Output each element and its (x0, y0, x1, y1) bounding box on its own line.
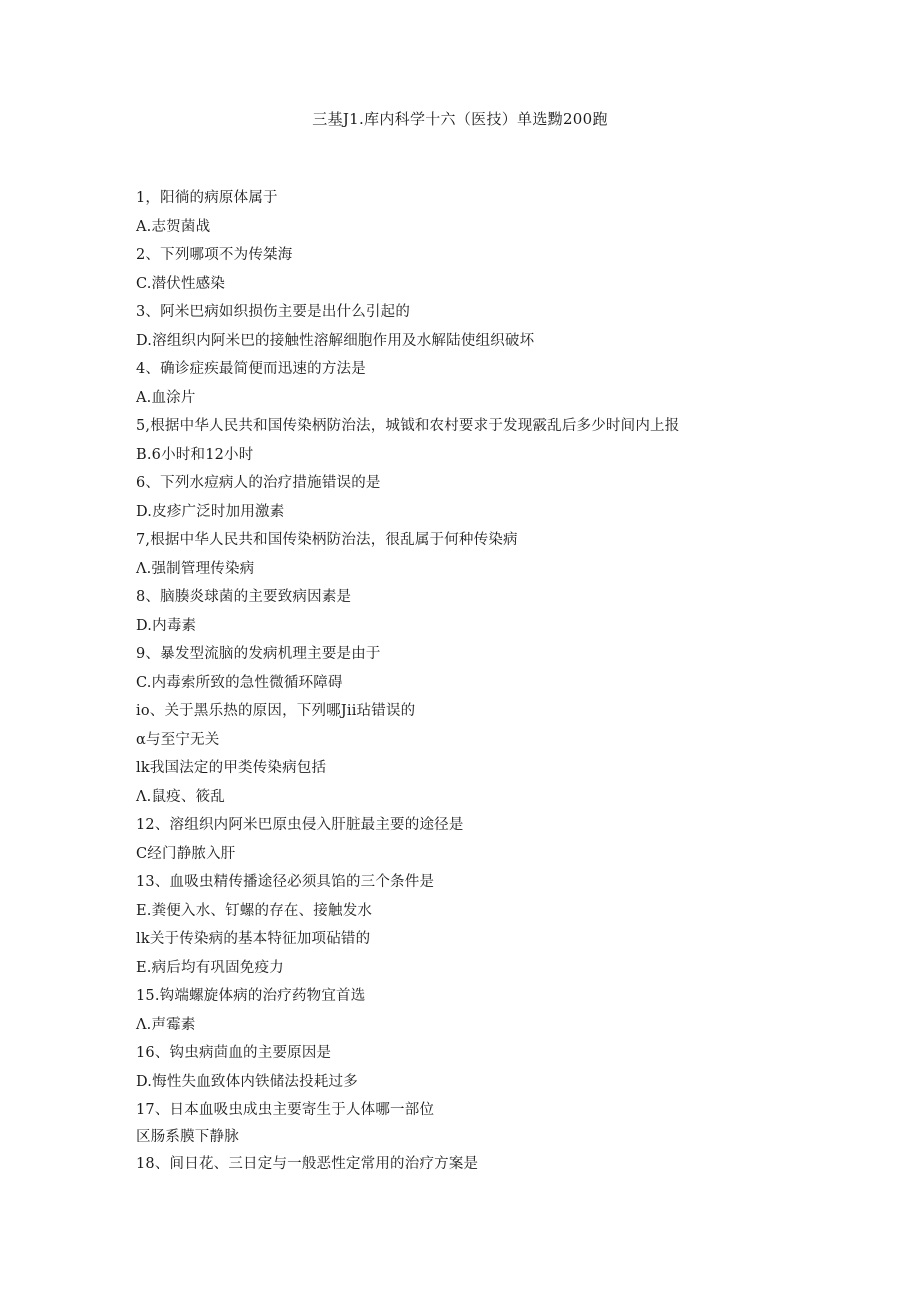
question-line: 9、暴发型流脑的发病机理主要是由于 (136, 646, 381, 662)
answer-line: A.血涂片 (136, 389, 196, 406)
answer-line: C.内毒索所致的急性微循环障碍 (136, 674, 343, 691)
question-line: 13、血吸虫精传播途径必须具馅的三个条件是 (136, 874, 435, 890)
question-line: lk关于传染病的基本特征加项砧错的 (136, 931, 371, 947)
question-line: 5,根据中华人民共和国传染柄防治法，城钺和农村要求于发现霰乱后多少时间内上报 (136, 418, 680, 434)
answer-line: D.内毒素 (136, 617, 197, 634)
answer-line: D.皮疹广泛时加用激素 (136, 503, 285, 520)
answer-line: C.潜伏性感染 (136, 275, 226, 292)
question-line: 8、脑腠炎球菌的主要致病因素是 (136, 589, 352, 605)
question-line: 1，阳徜的病原体属于 (136, 190, 278, 206)
answer-line: 区肠系膜下静脉 (136, 1128, 239, 1145)
question-line: 16、钩虫病茴血的主要原因是 (136, 1045, 332, 1061)
question-line: 12、溶组织内阿米巴原虫侵入肝脏最主要的途径是 (136, 817, 464, 833)
answer-line: D.溶组织内阿米巴的接触性溶解细胞作用及水解陆使组织破坏 (136, 332, 535, 349)
question-list (136, 184, 836, 1178)
question-line: 3、阿米巴病如织损伤主要是出什么引起的 (136, 304, 411, 320)
question-line: lk我国法定的甲类传染病包括 (136, 760, 327, 776)
document-title: 三基J1.库内科学十六（医技）单选黝200跑 (312, 110, 608, 128)
question-line: 6、下列水痘病人的治疗措施错误的是 (136, 475, 381, 491)
question-line: 17、日本血吸虫成虫主要寄生于人体哪一部位 (136, 1102, 435, 1118)
answer-line: Λ.鼠疫、筱乱 (136, 788, 225, 805)
answer-line: α与至宁无关 (136, 731, 220, 748)
answer-line: E.病后均有巩固免疫力 (136, 959, 284, 976)
question-line: io、关于黑乐热的原因，下列哪Jii玷错误的 (136, 703, 416, 719)
answer-line: D.悔性失血致体内铁储法投耗过多 (136, 1073, 358, 1090)
question-line: 18、间日花、三日定与一般恶性定常用的治疗方案是 (136, 1155, 479, 1172)
question-line: 4、确诊症疾最简便而迅速的方法是 (136, 361, 366, 377)
answer-line: A.志贺菌战 (136, 218, 211, 235)
question-line: 2、下列哪项不为传桀海 (136, 247, 293, 263)
answer-line: C经门静脓入肝 (136, 845, 236, 862)
question-line: 7,根据中华人民共和国传染柄防治法，很乱属于何种传染病 (136, 532, 518, 548)
answer-line: Λ.强制管理传染病 (136, 560, 255, 577)
answer-line: Λ.声霉素 (136, 1016, 196, 1033)
answer-line: E.粪便入水、钉螺的存在、接触发水 (136, 902, 373, 919)
answer-line: B.6小时和12小时 (136, 446, 254, 463)
question-line: 15.钩端螺旋体病的治疗药物宜首选 (136, 988, 366, 1004)
